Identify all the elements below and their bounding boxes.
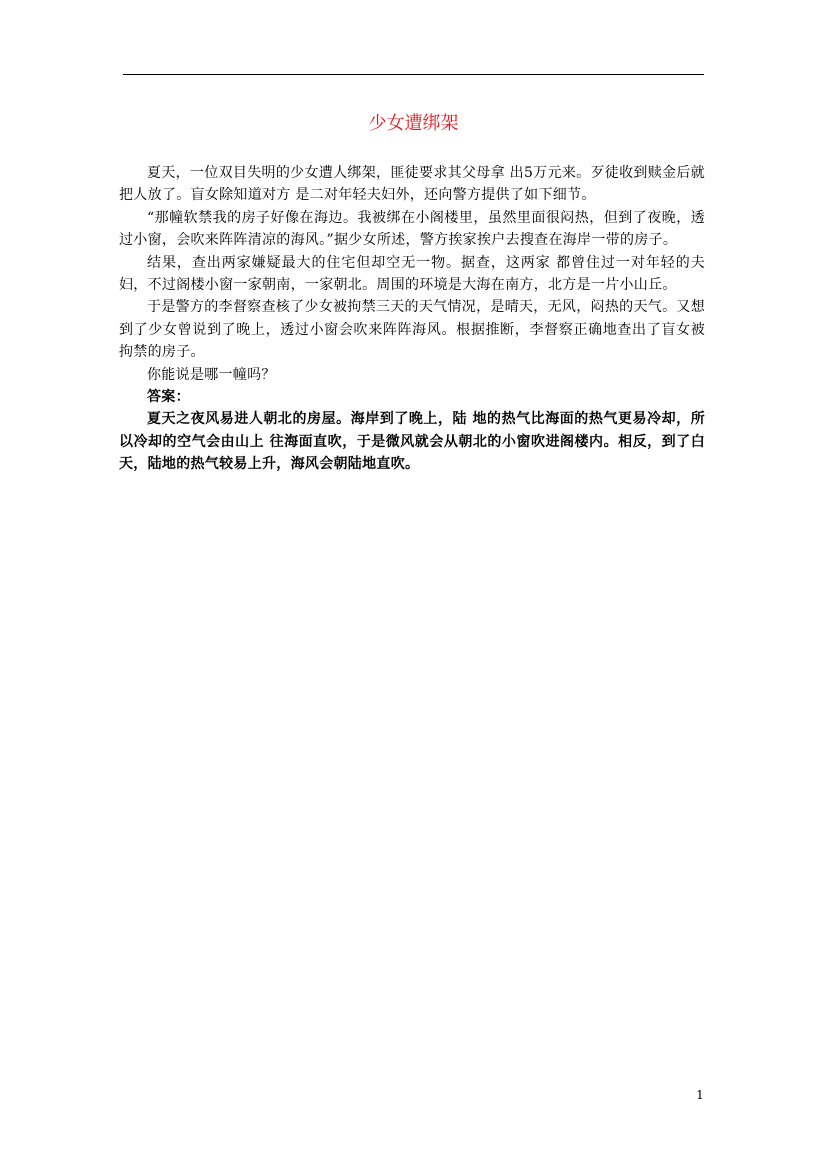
paragraph-2: “那幢软禁我的房子好像在海边。我被绑在小阁楼里，虽然里面很闷热，但到了夜晚，透过小窗，会吹来阵阵清凉的海风。”据少女所述，警方挨家挨户去搜查在海岸一带的房子。 [119, 209, 705, 249]
answer-label: 答案： [147, 389, 190, 406]
paragraph-1: 夏天，一位双目失明的少女遭人绑架，匪徒要求其父母拿 出5万元来。歹徒收到赎金后就把人放了。盲女除知道对方 是二对年轻夫妇外，还向警方提供了如下细节。 [119, 165, 705, 204]
page-number: 1 [696, 1088, 704, 1102]
paragraph-3: 结果，查出两家嫌疑最大的住宅但却空无一物。据查，这两家 都曾住过一对年轻的夫妇，不过阁楼小窗一家朝南，一家朝北。周围的环境是大海在南方，北方是一片小山丘。 [119, 254, 705, 294]
header-rule [123, 74, 704, 75]
paragraph-4: 于是警方的李督察查核了少女被拘禁三天的天气情况，是晴天，无风，闷热的天气。又想到了少女曾说到了晚上，透过小窗会吹来阵阵海风。根据推断，李督察正确地查出了盲女被拘禁的房子。 [119, 299, 705, 361]
answer-text: 夏天之夜风易进人朝北的房屋。海岸到了晚上，陆 地的热气比海面的热气更易冷却，所以冷却的空气会由山上 往海面直吹，于是微风就会从朝北的小窗吹进阁楼内。相反，到了白天，陆地的热气较易上升，海风会朝陆地直吹。 [119, 411, 705, 473]
question: 你能说是哪一幢吗？ [147, 366, 276, 383]
document-title: 少女遭绑架 [368, 113, 459, 134]
document-body [119, 162, 705, 476]
